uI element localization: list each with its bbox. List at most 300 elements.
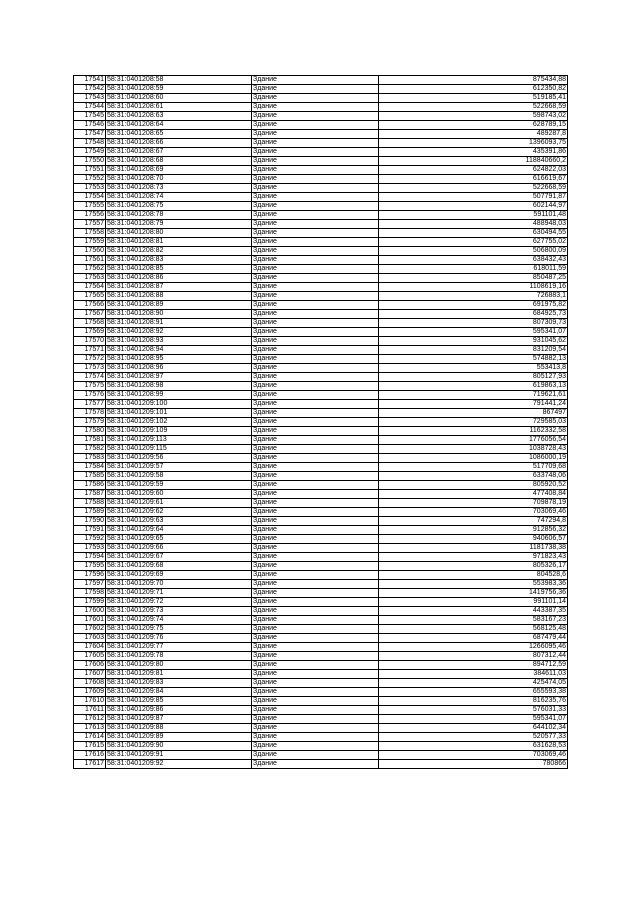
object-type-cell: Здание [252,139,379,148]
row-number-cell: 17569 [74,328,106,337]
cadastral-number-cell: 58:31:0401208:70 [106,175,252,184]
row-number-cell: 17572 [74,355,106,364]
row-number-cell: 17577 [74,400,106,409]
cadastral-value-cell: 384611,03 [379,670,568,679]
row-number-cell: 17557 [74,220,106,229]
cadastral-value-cell: 553983,36 [379,580,568,589]
row-number-cell: 17554 [74,193,106,202]
table-row [74,454,568,463]
cadastral-value-cell: 598743,02 [379,112,568,121]
cadastral-value-cell: 619863,13 [379,382,568,391]
row-number-cell: 17583 [74,454,106,463]
table-row [74,157,568,166]
cadastral-number-cell: 58:31:0401208:91 [106,319,252,328]
table-row [74,283,568,292]
object-type-cell: Здание [252,535,379,544]
cadastral-number-cell: 58:31:0401208:65 [106,130,252,139]
cadastral-value-cell: 804528,6 [379,571,568,580]
row-number-cell: 17609 [74,688,106,697]
table-row [74,517,568,526]
cadastral-value-cell: 488948,03 [379,220,568,229]
table-row [74,742,568,751]
row-number-cell: 17613 [74,724,106,733]
table-row [74,625,568,634]
table-row [74,238,568,247]
row-number-cell: 17541 [74,76,106,85]
row-number-cell: 17580 [74,427,106,436]
row-number-cell: 17565 [74,292,106,301]
cadastral-value-cell: 583167,23 [379,616,568,625]
cadastral-number-cell: 58:31:0401209:75 [106,625,252,634]
row-number-cell: 17578 [74,409,106,418]
row-number-cell: 17595 [74,562,106,571]
cadastral-value-cell: 687479,44 [379,634,568,643]
table-row [74,643,568,652]
cadastral-value-cell: 624822,03 [379,166,568,175]
table-row [74,697,568,706]
object-type-cell: Здание [252,400,379,409]
row-number-cell: 17548 [74,139,106,148]
table-row [74,400,568,409]
cadastral-value-cell: 519185,41 [379,94,568,103]
cadastral-number-cell: 58:31:0401208:75 [106,202,252,211]
cadastral-value-cell: 805326,17 [379,562,568,571]
table-row [74,211,568,220]
table-row [74,301,568,310]
table-row [74,355,568,364]
row-number-cell: 17586 [74,481,106,490]
row-number-cell: 17551 [74,166,106,175]
row-number-cell: 17542 [74,85,106,94]
row-number-cell: 17616 [74,751,106,760]
cadastral-number-cell: 58:31:0401209:62 [106,508,252,517]
cadastral-number-cell: 58:31:0401209:60 [106,490,252,499]
object-type-cell: Здание [252,760,379,769]
cadastral-value-cell: 709878,19 [379,499,568,508]
object-type-cell: Здание [252,544,379,553]
cadastral-number-cell: 58:31:0401208:87 [106,283,252,292]
cadastral-value-cell: 630494,55 [379,229,568,238]
object-type-cell: Здание [252,202,379,211]
table-row [74,571,568,580]
cadastral-value-cell: 912856,32 [379,526,568,535]
object-type-cell: Здание [252,445,379,454]
table-row [74,391,568,400]
table-row [74,76,568,85]
object-type-cell: Здание [252,481,379,490]
table-row [74,733,568,742]
object-type-cell: Здание [252,373,379,382]
row-number-cell: 17608 [74,679,106,688]
object-type-cell: Здание [252,94,379,103]
object-type-cell: Здание [252,130,379,139]
table-row [74,130,568,139]
table-row [74,247,568,256]
cadastral-value-cell: 631628,53 [379,742,568,751]
cadastral-number-cell: 58:31:0401208:95 [106,355,252,364]
cadastral-value-cell: 816235,76 [379,697,568,706]
object-type-cell: Здание [252,229,379,238]
cadastral-number-cell: 58:31:0401209:59 [106,481,252,490]
table-row [74,445,568,454]
table-row [74,229,568,238]
table-row [74,634,568,643]
row-number-cell: 17582 [74,445,106,454]
object-type-cell: Здание [252,625,379,634]
object-type-cell: Здание [252,256,379,265]
row-number-cell: 17576 [74,391,106,400]
cadastral-number-cell: 58:31:0401209:81 [106,670,252,679]
table-row [74,184,568,193]
cadastral-value-cell: 991101,14 [379,598,568,607]
cadastral-number-cell: 58:31:0401209:92 [106,760,252,769]
cadastral-number-cell: 58:31:0401208:78 [106,211,252,220]
object-type-cell: Здание [252,472,379,481]
row-number-cell: 17594 [74,553,106,562]
object-type-cell: Здание [252,283,379,292]
row-number-cell: 17602 [74,625,106,634]
table-row [74,535,568,544]
object-type-cell: Здание [252,724,379,733]
row-number-cell: 17615 [74,742,106,751]
table-row [74,760,568,769]
table-row [74,265,568,274]
object-type-cell: Здание [252,319,379,328]
object-type-cell: Здание [252,346,379,355]
object-type-cell: Здание [252,643,379,652]
row-number-cell: 17573 [74,364,106,373]
cadastral-number-cell: 58:31:0401208:96 [106,364,252,373]
cadastral-number-cell: 58:31:0401208:90 [106,310,252,319]
cadastral-number-cell: 58:31:0401209:64 [106,526,252,535]
object-type-cell: Здание [252,517,379,526]
cadastral-value-cell: 703069,46 [379,508,568,517]
cadastral-value-table [73,75,568,769]
table-row [74,202,568,211]
cadastral-number-cell: 58:31:0401209:113 [106,436,252,445]
object-type-cell: Здание [252,175,379,184]
object-type-cell: Здание [252,301,379,310]
cadastral-number-cell: 58:31:0401209:76 [106,634,252,643]
table-row [74,418,568,427]
object-type-cell: Здание [252,526,379,535]
cadastral-number-cell: 58:31:0401208:63 [106,112,252,121]
table-row [74,751,568,760]
cadastral-number-cell: 58:31:0401209:68 [106,562,252,571]
object-type-cell: Здание [252,310,379,319]
object-type-cell: Здание [252,742,379,751]
object-type-cell: Здание [252,355,379,364]
cadastral-value-cell: 1038728,43 [379,445,568,454]
object-type-cell: Здание [252,607,379,616]
table-row [74,544,568,553]
table-row [74,310,568,319]
cadastral-value-cell: 1419756,36 [379,589,568,598]
cadastral-number-cell: 58:31:0401208:82 [106,247,252,256]
cadastral-value-cell: 435391,86 [379,148,568,157]
table-row [74,607,568,616]
table-row [74,274,568,283]
object-type-cell: Здание [252,211,379,220]
cadastral-value-cell: 703069,46 [379,751,568,760]
cadastral-number-cell: 58:31:0401208:81 [106,238,252,247]
object-type-cell: Здание [252,427,379,436]
cadastral-number-cell: 58:31:0401208:85 [106,265,252,274]
cadastral-value-cell: 522668,59 [379,103,568,112]
object-type-cell: Здание [252,76,379,85]
row-number-cell: 17544 [74,103,106,112]
object-type-cell: Здание [252,697,379,706]
object-type-cell: Здание [252,157,379,166]
cadastral-number-cell: 58:31:0401208:74 [106,193,252,202]
row-number-cell: 17562 [74,265,106,274]
object-type-cell: Здание [252,679,379,688]
table-row [74,472,568,481]
cadastral-value-cell: 726883,1 [379,292,568,301]
cadastral-value-cell: 655593,38 [379,688,568,697]
table-row [74,490,568,499]
cadastral-number-cell: 58:31:0401209:66 [106,544,252,553]
cadastral-number-cell: 58:31:0401209:89 [106,733,252,742]
cadastral-value-cell: 1108619,16 [379,283,568,292]
cadastral-value-cell: 867497 [379,409,568,418]
cadastral-value-cell: 595341,07 [379,328,568,337]
cadastral-value-cell: 875434,88 [379,76,568,85]
cadastral-value-cell: 805920,52 [379,481,568,490]
object-type-cell: Здание [252,238,379,247]
cadastral-value-cell: 691975,82 [379,301,568,310]
table-row [74,679,568,688]
row-number-cell: 17566 [74,301,106,310]
row-number-cell: 17546 [74,121,106,130]
object-type-cell: Здание [252,571,379,580]
cadastral-number-cell: 58:31:0401209:88 [106,724,252,733]
cadastral-number-cell: 58:31:0401208:66 [106,139,252,148]
cadastral-value-cell: 477408,84 [379,490,568,499]
object-type-cell: Здание [252,328,379,337]
row-number-cell: 17561 [74,256,106,265]
cadastral-value-cell: 602144,97 [379,202,568,211]
cadastral-number-cell: 58:31:0401208:64 [106,121,252,130]
object-type-cell: Здание [252,508,379,517]
object-type-cell: Здание [252,337,379,346]
row-number-cell: 17604 [74,643,106,652]
cadastral-number-cell: 58:31:0401209:87 [106,715,252,724]
cadastral-number-cell: 58:31:0401209:109 [106,427,252,436]
table-row [74,346,568,355]
row-number-cell: 17598 [74,589,106,598]
cadastral-number-cell: 58:31:0401208:97 [106,373,252,382]
object-type-cell: Здание [252,148,379,157]
cadastral-number-cell: 58:31:0401209:69 [106,571,252,580]
row-number-cell: 17592 [74,535,106,544]
object-type-cell: Здание [252,418,379,427]
object-type-cell: Здание [252,166,379,175]
table-row [74,724,568,733]
table-row [74,103,568,112]
row-number-cell: 17603 [74,634,106,643]
object-type-cell: Здание [252,652,379,661]
cadastral-number-cell: 58:31:0401209:58 [106,472,252,481]
cadastral-value-cell: 595341,07 [379,715,568,724]
cadastral-value-cell: 520577,33 [379,733,568,742]
table-row [74,382,568,391]
table-row [74,319,568,328]
cadastral-number-cell: 58:31:0401208:99 [106,391,252,400]
cadastral-number-cell: 58:31:0401208:80 [106,229,252,238]
table-row [74,175,568,184]
table-row [74,220,568,229]
cadastral-number-cell: 58:31:0401208:73 [106,184,252,193]
table-row [74,112,568,121]
row-number-cell: 17587 [74,490,106,499]
cadastral-number-cell: 58:31:0401209:84 [106,688,252,697]
cadastral-number-cell: 58:31:0401209:78 [106,652,252,661]
table-row [74,148,568,157]
object-type-cell: Здание [252,184,379,193]
table-row [74,706,568,715]
object-type-cell: Здание [252,292,379,301]
cadastral-number-cell: 58:31:0401208:93 [106,337,252,346]
table-row [74,436,568,445]
cadastral-number-cell: 58:31:0401208:79 [106,220,252,229]
object-type-cell: Здание [252,103,379,112]
table-row [74,193,568,202]
row-number-cell: 17575 [74,382,106,391]
cadastral-number-cell: 58:31:0401208:98 [106,382,252,391]
cadastral-value-cell: 644102,34 [379,724,568,733]
cadastral-number-cell: 58:31:0401209:71 [106,589,252,598]
table-row [74,715,568,724]
table-row [74,427,568,436]
object-type-cell: Здание [252,220,379,229]
object-type-cell: Здание [252,247,379,256]
row-number-cell: 17596 [74,571,106,580]
table-row [74,166,568,175]
cadastral-number-cell: 58:31:0401209:86 [106,706,252,715]
row-number-cell: 17556 [74,211,106,220]
row-number-cell: 17588 [74,499,106,508]
table-row [74,598,568,607]
cadastral-value-cell: 719621,61 [379,391,568,400]
object-type-cell: Здание [252,85,379,94]
row-number-cell: 17563 [74,274,106,283]
cadastral-value-cell: 747294,8 [379,517,568,526]
cadastral-number-cell: 58:31:0401208:60 [106,94,252,103]
row-number-cell: 17558 [74,229,106,238]
row-number-cell: 17550 [74,157,106,166]
table-row [74,94,568,103]
cadastral-value-cell: 507791,87 [379,193,568,202]
object-type-cell: Здание [252,616,379,625]
table-row [74,616,568,625]
cadastral-number-cell: 58:31:0401209:91 [106,751,252,760]
cadastral-number-cell: 58:31:0401209:101 [106,409,252,418]
cadastral-value-cell: 1396093,75 [379,139,568,148]
row-number-cell: 17585 [74,472,106,481]
row-number-cell: 17568 [74,319,106,328]
row-number-cell: 17545 [74,112,106,121]
cadastral-number-cell: 58:31:0401208:94 [106,346,252,355]
object-type-cell: Здание [252,463,379,472]
table-row [74,337,568,346]
table-row [74,562,568,571]
row-number-cell: 17599 [74,598,106,607]
object-type-cell: Здание [252,121,379,130]
cadastral-number-cell: 58:31:0401209:63 [106,517,252,526]
row-number-cell: 17605 [74,652,106,661]
row-number-cell: 17553 [74,184,106,193]
row-number-cell: 17543 [74,94,106,103]
table-row [74,652,568,661]
row-number-cell: 17552 [74,175,106,184]
cadastral-value-cell: 850487,25 [379,274,568,283]
object-type-cell: Здание [252,499,379,508]
table-row [74,85,568,94]
object-type-cell: Здание [252,751,379,760]
object-type-cell: Здание [252,364,379,373]
cadastral-value-cell: 489287,8 [379,130,568,139]
object-type-cell: Здание [252,265,379,274]
table-row [74,121,568,130]
cadastral-number-cell: 58:31:0401209:61 [106,499,252,508]
cadastral-value-cell: 612350,82 [379,85,568,94]
cadastral-number-cell: 58:31:0401209:83 [106,679,252,688]
cadastral-value-cell: 618011,59 [379,265,568,274]
cadastral-value-cell: 931045,62 [379,337,568,346]
table-row [74,409,568,418]
cadastral-number-cell: 58:31:0401209:80 [106,661,252,670]
object-type-cell: Здание [252,382,379,391]
cadastral-value-cell: 576031,33 [379,706,568,715]
cadastral-value-cell: 517709,68 [379,463,568,472]
cadastral-value-cell: 568125,48 [379,625,568,634]
cadastral-value-cell: 506800,09 [379,247,568,256]
cadastral-value-cell: 971823,43 [379,553,568,562]
row-number-cell: 17560 [74,247,106,256]
cadastral-number-cell: 58:31:0401209:74 [106,616,252,625]
cadastral-value-cell: 807312,44 [379,652,568,661]
table-body [74,76,568,769]
row-number-cell: 17547 [74,130,106,139]
cadastral-number-cell: 58:31:0401209:73 [106,607,252,616]
cadastral-value-cell: 633748,06 [379,472,568,481]
cadastral-value-cell: 118840660,2 [379,157,568,166]
object-type-cell: Здание [252,688,379,697]
cadastral-value-cell: 807309,73 [379,319,568,328]
row-number-cell: 17584 [74,463,106,472]
cadastral-number-cell: 58:31:0401209:56 [106,454,252,463]
row-number-cell: 17607 [74,670,106,679]
cadastral-value-cell: 805127,93 [379,373,568,382]
cadastral-number-cell: 58:31:0401208:92 [106,328,252,337]
row-number-cell: 17579 [74,418,106,427]
object-type-cell: Здание [252,715,379,724]
row-number-cell: 17612 [74,715,106,724]
cadastral-value-cell: 1776056,54 [379,436,568,445]
cadastral-value-cell: 1162332,58 [379,427,568,436]
object-type-cell: Здание [252,580,379,589]
table-row [74,328,568,337]
object-type-cell: Здание [252,589,379,598]
table-row [74,580,568,589]
row-number-cell: 17581 [74,436,106,445]
cadastral-number-cell: 58:31:0401209:70 [106,580,252,589]
object-type-cell: Здание [252,553,379,562]
cadastral-value-cell: 591101,48 [379,211,568,220]
row-number-cell: 17610 [74,697,106,706]
row-number-cell: 17574 [74,373,106,382]
